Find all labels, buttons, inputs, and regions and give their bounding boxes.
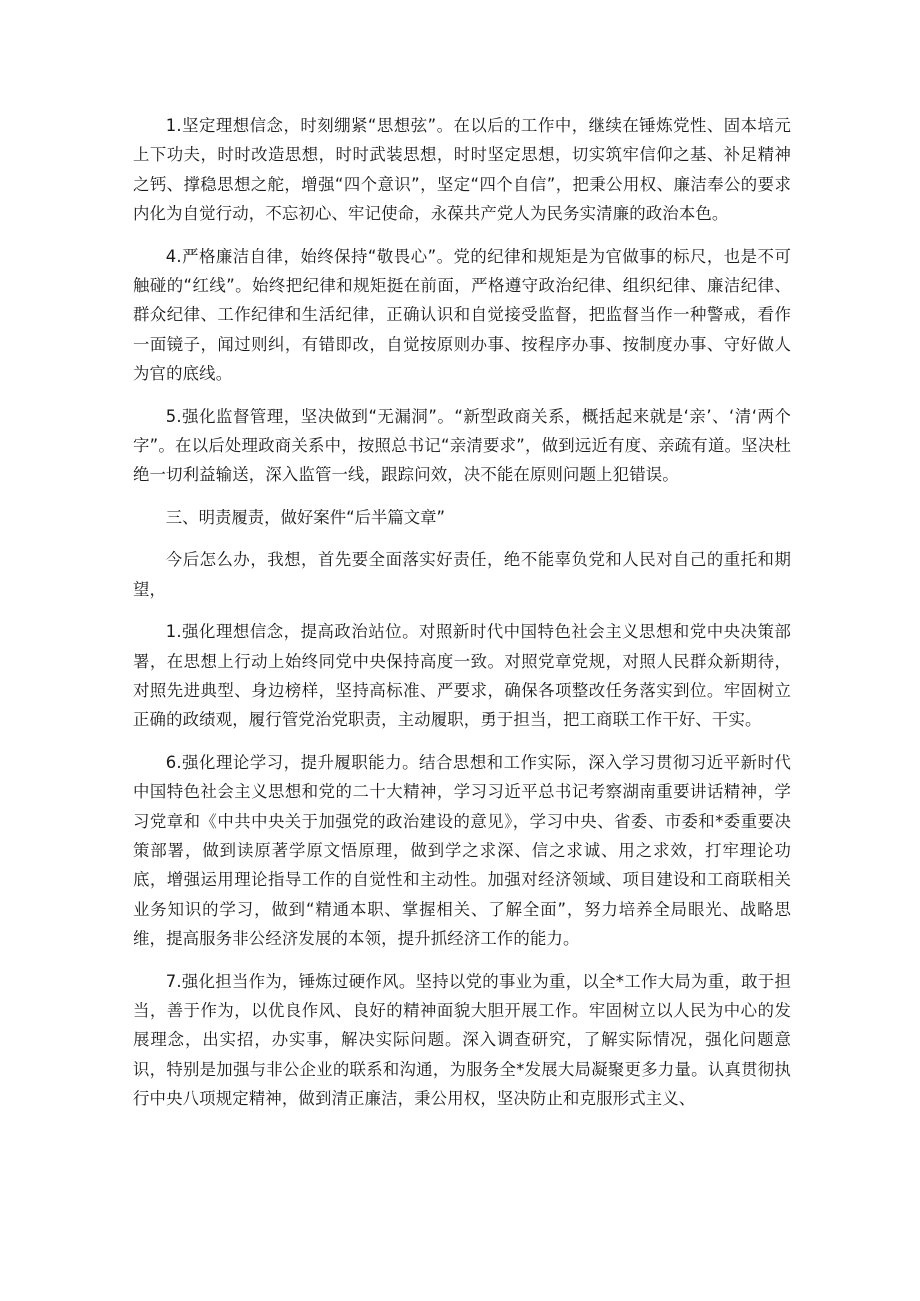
document-body (133, 111, 791, 1126)
item-political-stance: 1.强化理想信念，提高政治站位。对照新时代中国特色社会主义思想和党中央决策部署，在思想上行动上始终同党中央保持高度一致。对照党章党规，对照人民群众新期待，对照先进典型、身边榜样，坚持高标准、严要求，确保各项整改任务落实到位。牢固树立正确的政绩观，履行管党治党职责，主动履职，勇于担当，把工商联工作干好、干实。 (133, 622, 791, 730)
item-theory-study: 6.强化理论学习，提升履职能力。结合思想和工作实际，深入学习贯彻习近平新时代中国特色社会主义思想和党的二十大精神，学习习近平总书记考察湖南重要讲话精神，学习党章和《中共中央关于加强党的政治建设的意见》，学习中央、省委、市委和*委重要决策部署，做到读原著学原文悟原理，做到学之求深、信之求诚、用之求效，打牢理论功底，增强运用理论指导工作的自觉性和主动性。加强对经济领域、项目建设和工商联相关业务知识的学习，做到“精通本职、掌握相关、了解全面”，努力培养全局眼光、战略思维，提高服务非公经济发展的本领，提升抓经济工作的能力。 (133, 752, 791, 949)
paragraph-self-discipline: 4.严格廉洁自律，始终保持“敬畏心”。党的纪律和规矩是为官做事的标尺，也是不可触碰的“红线”。始终把纪律和规矩挺在前面，严格遵守政治纪律、组织纪律、廉洁纪律、群众纪律、工作纪律和生活纪律，正确认识和自觉接受监督，把监督当作一种警戒，看作一面镜子，闻过则纠，有错即改，自觉按原则办事、按程序办事、按制度办事、守好做人为官的底线。 (133, 246, 791, 384)
section-heading: 三、明责履责，做好案件“后半篇文章” (165, 507, 446, 527)
paragraph-supervision: 5.强化监督管理，坚决做到“无漏洞”。“新型政商关系，概括起来就是‘亲’、‘清‘两个字”。在以后处理政商关系中，按照总书记“亲清要求”，做到远近有度、亲疏有道。坚决杜绝一切利益输送，深入监管一线，跟踪问效，决不能在原则问题上犯错误。 (133, 406, 791, 485)
item-responsibility: 7.强化担当作为，锤炼过硬作风。坚持以党的事业为重，以全*工作大局为重，敢于担当，善于作为，以优良作风、良好的精神面貌大胆开展工作。牢固树立以人民为中心的发展理念，出实招，办实事，解决实际问题。深入调查研究，了解实际情况，强化问题意识，特别是加强与非公企业的联系和沟通，为服务全*发展大局凝聚更多力量。认真贯彻执行中央八项规定精神，做到清正廉洁，秉公用权，坚决防止和克服形式主义、 (133, 971, 791, 1109)
paragraph-intro: 今后怎么办，我想，首先要全面落实好责任，绝不能辜负党和人民对自己的重托和期望， (133, 550, 791, 599)
paragraph-ideals: 1.坚定理想信念，时刻绷紧“思想弦”。在以后的工作中，继续在锤炼党性、固本培元上下功夫，时时改造思想，时时武装思想，时时坚定思想，切实筑牢信仰之基、补足精神之钙、撑稳思想之舵，增强“四个意识”，坚定“四个自信”，把秉公用权、廉洁奉公的要求内化为自觉行动，不忘初心、牢记使命，永葆共产党人为民务实清廉的政治本色。 (133, 116, 791, 224)
